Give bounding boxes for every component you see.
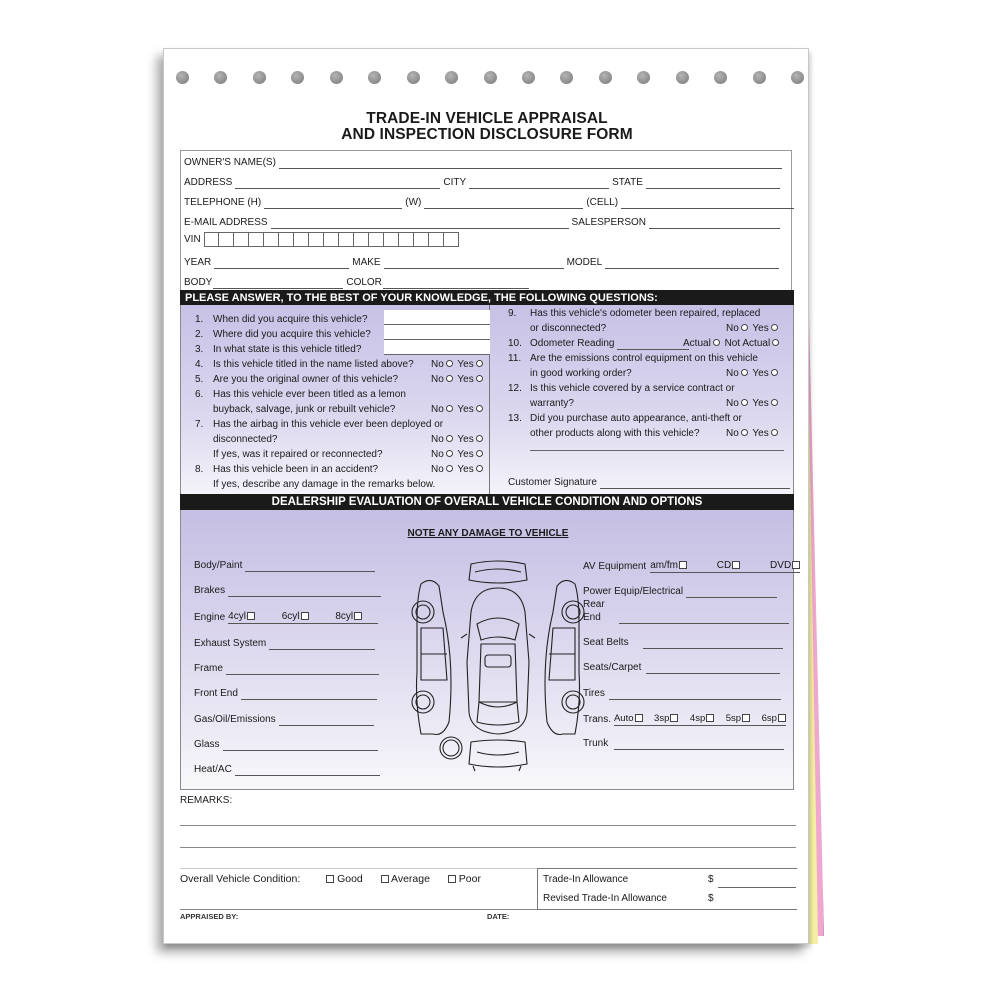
overall-condition-label: Overall Vehicle Condition: [180,873,301,885]
q7b-no-radio[interactable] [446,450,453,457]
vin-label: VIN [184,233,201,245]
eval-body-paint: Body/Paint [194,560,375,572]
telephone-h-field[interactable] [264,199,402,209]
email-row [184,215,783,229]
appraised-by-line[interactable] [180,909,537,910]
color-field[interactable] [383,279,529,289]
evaluation-section [180,510,794,790]
q4-no-radio[interactable] [446,360,453,367]
hole-icon [560,71,573,84]
dollar-sign: $ [708,874,714,885]
hole-icon [445,71,458,84]
question-13: 13. Did you purchase auto appearance, anti-theft or [508,413,742,424]
trans-4sp-checkbox[interactable] [706,714,714,722]
owner-info-section [180,150,792,290]
q3-answer-field[interactable] [384,340,490,355]
q7-no-radio[interactable] [446,435,453,442]
address-label: ADDRESS [184,177,233,188]
q9-radio-group: No Yes [726,323,780,334]
make-field[interactable] [384,259,564,269]
condition-average-checkbox[interactable] [381,875,389,883]
telephone-h-label: TELEPHONE (H) [184,197,262,208]
vin-char-box[interactable] [354,232,369,247]
body-paint-field[interactable] [245,562,375,572]
vin-char-box[interactable] [339,232,354,247]
eval-heat-ac: Heat/AC [194,764,380,776]
eval-brakes: Brakes [194,585,381,597]
make-label: MAKE [352,257,381,268]
eval-transmission: Trans. Auto 3sp 4sp 5sp 6sp [583,713,786,726]
vin-char-box[interactable] [294,232,309,247]
body-label: BODY [184,277,213,288]
engine-4cyl-checkbox[interactable] [247,612,255,620]
q10-not-actual-radio[interactable] [772,339,779,346]
eval-front-end: Front End [194,688,377,700]
vin-char-box[interactable] [234,232,249,247]
hole-icon [753,71,766,84]
vin-char-box[interactable] [219,232,234,247]
model-label: MODEL [566,257,603,268]
vin-char-box[interactable] [414,232,429,247]
hole-icon [791,71,804,84]
vin-char-box[interactable] [264,232,279,247]
av-cd-checkbox[interactable] [732,561,740,569]
question-7-cont: disconnected? [213,434,278,445]
year-make-model-row [184,255,782,269]
heat-ac-field[interactable] [235,766,380,776]
q9-no-radio[interactable] [741,324,748,331]
av-amfm-checkbox[interactable] [679,561,687,569]
hole-icon [407,71,420,84]
question-8: 8. Has this vehicle been in an accident? [195,464,379,475]
eval-av-equipment: AV Equipment am/fm CD DVD [583,560,800,573]
engine-6cyl-checkbox[interactable] [301,612,309,620]
question-6-cont: buyback, salvage, junk or rebuilt vehicle? [213,404,396,415]
seat-belts-field[interactable] [643,639,783,649]
rear-end-field[interactable] [619,614,789,624]
telephone-row [184,195,797,209]
questions-header-bar: PLEASE ANSWER, TO THE BEST OF YOUR KNOWLEDGE, THE FOLLOWING QUESTIONS: [180,290,794,306]
body-color-row [184,275,532,289]
eval-frame: Frame [194,663,379,675]
condition-good-checkbox[interactable] [326,875,334,883]
owners-name-label: OWNER'S NAME(S) [184,157,276,168]
email-label: E-MAIL ADDRESS [184,217,268,228]
email-field[interactable] [271,219,569,229]
eval-glass: Glass [194,739,378,751]
eval-seat-belts: Seat Belts [583,637,783,649]
city-field[interactable] [469,179,609,189]
eval-rear-end: End [583,612,789,624]
questions-section [180,305,794,495]
question-13-cont: other products along with this vehicle? [530,428,700,439]
q4-yes-radio[interactable] [476,360,483,367]
remarks-line-2[interactable] [180,847,796,848]
customer-signature-field[interactable] [600,479,790,489]
remarks-line-1[interactable] [180,825,796,826]
q13-no-radio[interactable] [741,429,748,436]
q7b-radio-group: No Yes [431,449,485,460]
appraised-by-label: APPRAISED BY: [180,912,239,921]
cell-field[interactable] [621,199,794,209]
question-2: 2. Where did you acquire this vehicle? [195,329,371,340]
question-1: 1. When did you acquire this vehicle? [195,314,368,325]
customer-signature-row [508,477,790,489]
hole-icon [253,71,266,84]
question-11: 11. Are the emissions control equipment on this vehicle [508,353,758,364]
vin-row [184,231,459,248]
q7-radio-group: No Yes [431,434,485,445]
hole-icon [676,71,689,84]
q10-radio-group: Actual Not Actual [683,338,781,349]
hole-icon [714,71,727,84]
remarks-label: REMARKS: [180,795,233,806]
question-7: 7. Has the airbag in this vehicle ever been deployed or [195,419,444,430]
q10-actual-radio[interactable] [713,339,720,346]
hole-icon [522,71,535,84]
hole-icon [176,71,189,84]
vin-char-box[interactable] [444,232,459,247]
eval-power-equip: Power Equip/Electrical [583,586,777,598]
q11-radio-group: No Yes [726,368,780,379]
q8-yes-radio[interactable] [476,465,483,472]
customer-signature-label: Customer Signature [508,477,597,488]
q2-answer-field[interactable] [384,325,490,340]
q7-yes-radio[interactable] [476,435,483,442]
q12-yes-radio[interactable] [771,399,778,406]
revised-allowance-label: Revised Trade-In Allowance [543,893,667,904]
q5-no-radio[interactable] [446,375,453,382]
eval-seats-carpet: Seats/Carpet [583,662,780,674]
vin-char-box[interactable] [249,232,264,247]
condition-poor-checkbox[interactable] [448,875,456,883]
hole-icon [599,71,612,84]
vin-char-box[interactable] [324,232,339,247]
trans-5sp-checkbox[interactable] [742,714,750,722]
telephone-w-field[interactable] [424,199,583,209]
question-7-followup: If yes, was it repaired or reconnected? [213,449,383,460]
q4-radio-group: No Yes [431,359,485,370]
address-field[interactable] [235,179,440,189]
question-5: 5. Are you the original owner of this vehicle? [195,374,399,385]
vin-char-box[interactable] [384,232,399,247]
telephone-w-label: (W) [405,197,422,208]
question-12: 12. Is this vehicle covered by a service contract or [508,383,735,394]
hole-icon [637,71,650,84]
color-label: COLOR [346,277,382,288]
vin-char-box[interactable] [369,232,384,247]
salesperson-field[interactable] [649,219,780,229]
allowance-box [537,868,797,910]
q13-details-field[interactable] [530,450,784,451]
question-9-cont: or disconnected? [530,323,607,334]
q5-radio-group: No Yes [431,374,485,385]
vin-char-box[interactable] [279,232,294,247]
seats-carpet-field[interactable] [646,664,780,674]
question-3: 3. In what state is this vehicle titled? [195,344,362,355]
year-label: YEAR [184,257,212,268]
glass-field[interactable] [223,741,378,751]
trade-in-allowance-field[interactable] [718,887,796,888]
state-label: STATE [612,177,643,188]
q11-no-radio[interactable] [741,369,748,376]
form-sheet [163,48,809,944]
hole-icon [330,71,343,84]
q1-answer-field[interactable] [384,310,490,325]
trans-auto-checkbox[interactable] [635,714,643,722]
vehicle-damage-diagram[interactable] [403,552,593,777]
eval-trunk: Trunk [583,738,784,750]
exhaust-field[interactable] [269,640,375,650]
q11-yes-radio[interactable] [771,369,778,376]
evaluation-header-bar: DEALERSHIP EVALUATION OF OVERALL VEHICLE CONDITION AND OPTIONS [180,494,794,510]
note-damage-heading: NOTE ANY DAMAGE TO VEHICLE [407,528,569,539]
q13-radio-group: No Yes [726,428,780,439]
power-equip-field[interactable] [686,588,777,598]
eval-tires: Tires [583,688,781,700]
question-6: 6. Has this vehicle ever been titled as a lemon [195,389,406,400]
title-line-2: AND INSPECTION DISCLOSURE FORM [341,126,633,143]
cell-label: (CELL) [586,197,619,208]
salesperson-label: SALESPERSON [571,217,647,228]
frame-field[interactable] [226,665,379,675]
binding-holes [176,71,804,85]
question-10: 10. Odometer Reading [508,338,691,350]
gas-oil-field[interactable] [279,716,374,726]
question-8-cont: If yes, describe any damage in the remarks below. [213,479,436,490]
date-label: DATE: [487,912,510,921]
hole-icon [214,71,227,84]
q7b-yes-radio[interactable] [476,450,483,457]
q13-yes-radio[interactable] [771,429,778,436]
state-field[interactable] [646,179,780,189]
trade-in-allowance-label: Trade-In Allowance [543,874,629,885]
tires-field[interactable] [609,690,781,700]
address-row [184,175,783,189]
q12-no-radio[interactable] [741,399,748,406]
eval-gas-oil: Gas/Oil/Emissions [194,714,374,726]
hole-icon [291,71,304,84]
question-4: 4. Is this vehicle titled in the name listed above? [195,359,414,370]
front-end-field[interactable] [241,690,377,700]
hole-icon [368,71,381,84]
body-field[interactable] [213,279,343,289]
eval-rear-label: Rear [583,599,605,610]
question-12-cont: warranty? [530,398,574,409]
q6-yes-radio[interactable] [476,405,483,412]
vin-char-box[interactable] [309,232,324,247]
q8-radio-group: No Yes [431,464,485,475]
q8-no-radio[interactable] [446,465,453,472]
vin-char-box[interactable] [429,232,444,247]
overall-condition-row: Overall Vehicle Condition: Good Average Poor [180,873,481,885]
vin-char-box[interactable] [204,232,219,247]
eval-exhaust: Exhaust System [194,638,375,650]
q9-yes-radio[interactable] [771,324,778,331]
q12-radio-group: No Yes [726,398,780,409]
city-label: CITY [443,177,467,188]
hole-icon [484,71,497,84]
eval-engine: Engine 4cyl 6cyl 8cyl [194,611,378,624]
question-11-cont: in good working order? [530,368,632,379]
q6-radio-group: No Yes [431,404,485,415]
brakes-field[interactable] [228,587,381,597]
q6-no-radio[interactable] [446,405,453,412]
year-field[interactable] [214,259,349,269]
av-dvd-checkbox[interactable] [792,561,800,569]
owners-name-row [184,155,785,169]
q5-yes-radio[interactable] [476,375,483,382]
odometer-reading-field[interactable] [617,340,689,350]
vin-char-box[interactable] [399,232,414,247]
dollar-sign: $ [708,893,714,904]
engine-8cyl-checkbox[interactable] [354,612,362,620]
trans-3sp-checkbox[interactable] [670,714,678,722]
question-9: 9. Has this vehicle's odometer been repaired, replaced [508,308,761,319]
form-title [164,111,810,143]
trans-6sp-checkbox[interactable] [778,714,786,722]
vin-input-boxes[interactable] [204,232,459,247]
model-field[interactable] [605,259,779,269]
owners-name-field[interactable] [279,159,782,169]
title-line-1: TRADE-IN VEHICLE APPRAISAL [366,110,608,127]
trunk-field[interactable] [614,740,784,750]
